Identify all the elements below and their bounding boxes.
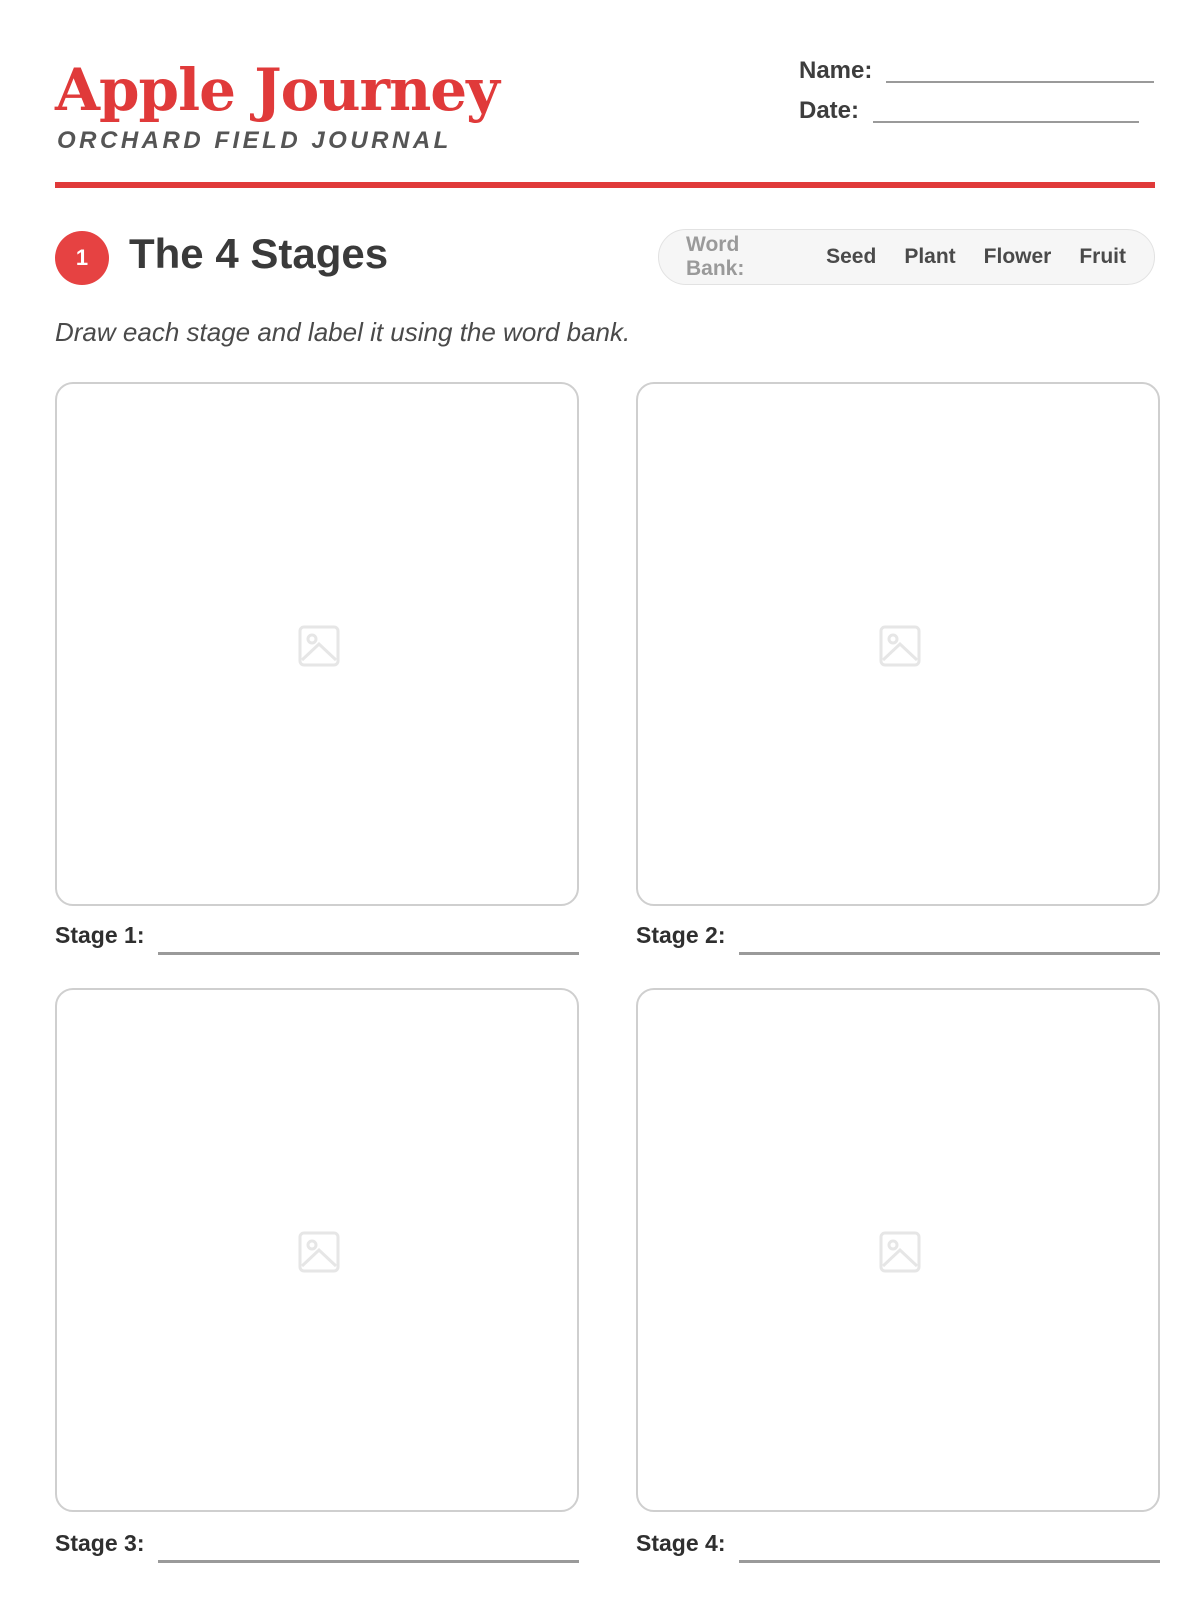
stage-3-drawing-box[interactable] — [55, 988, 579, 1512]
date-label: Date: — [799, 97, 860, 124]
name-label: Name: — [799, 57, 873, 84]
page-subtitle: ORCHARD FIELD JOURNAL — [57, 127, 452, 154]
stage-2-drawing-box[interactable] — [636, 382, 1160, 906]
word-bank-label: Word Bank: — [686, 233, 745, 280]
image-placeholder-icon — [878, 1230, 922, 1274]
image-placeholder-icon — [297, 1230, 341, 1274]
date-field[interactable] — [799, 97, 1139, 125]
stage-3-label-row — [55, 1530, 579, 1557]
word-bank-word: Fruit — [1079, 245, 1126, 268]
section-title: The 4 Stages — [129, 230, 389, 277]
page-header — [55, 55, 1155, 185]
word-bank-word: Flower — [983, 245, 1052, 268]
word-bank-word: Seed — [826, 245, 877, 268]
image-placeholder-icon — [878, 624, 922, 668]
stage-1-answer-line[interactable] — [158, 952, 579, 955]
stage-3-label: Stage 3: — [55, 1530, 145, 1556]
header-divider — [55, 182, 1155, 188]
stage-3-answer-line[interactable] — [158, 1560, 579, 1563]
section-number-badge: 1 — [55, 231, 109, 285]
word-bank — [658, 229, 1155, 285]
image-placeholder-icon — [297, 624, 341, 668]
word-bank-word: Plant — [904, 245, 956, 268]
stage-4-label-row — [636, 1530, 1160, 1557]
stage-4-drawing-box[interactable] — [636, 988, 1160, 1512]
section-header — [55, 228, 1155, 288]
name-line[interactable] — [886, 81, 1154, 83]
stage-2-label-row — [636, 922, 1160, 949]
stage-4-label: Stage 4: — [636, 1530, 726, 1556]
name-field[interactable] — [799, 57, 1154, 85]
instructions: Draw each stage and label it using the word bank. — [55, 317, 631, 347]
stage-2-answer-line[interactable] — [739, 952, 1160, 955]
stage-1-label: Stage 1: — [55, 922, 145, 948]
date-line[interactable] — [873, 121, 1139, 123]
stage-2-label: Stage 2: — [636, 922, 726, 948]
page-title: Apple Journey — [55, 56, 499, 124]
stage-1-label-row — [55, 922, 579, 949]
stage-1-drawing-box[interactable] — [55, 382, 579, 906]
stage-4-answer-line[interactable] — [739, 1560, 1160, 1563]
